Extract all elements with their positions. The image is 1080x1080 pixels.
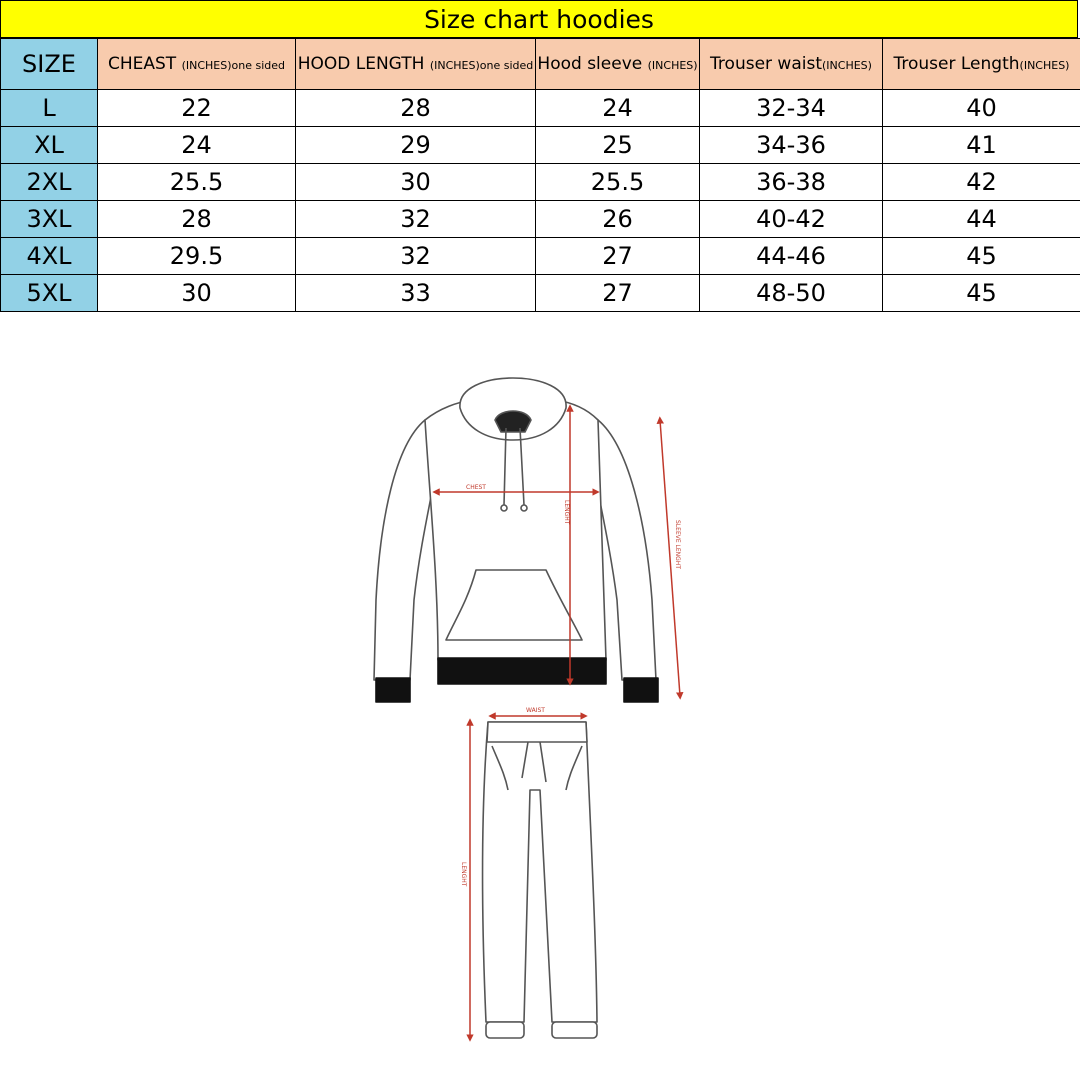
trouser-length-cell: 40 — [883, 90, 1080, 127]
size-cell: XL — [1, 127, 98, 164]
hoodie-neck-opening — [495, 411, 531, 432]
trouser-waist-cell: 34-36 — [700, 127, 883, 164]
trousers-body — [483, 722, 598, 1022]
chest-cell: 29.5 — [98, 238, 296, 275]
trouser-waist-cell: 36-38 — [700, 164, 883, 201]
trouser-length-cell: 41 — [883, 127, 1080, 164]
header-hood-sleeve: Hood sleeve (INCHES) — [536, 39, 700, 90]
size-cell: 3XL — [1, 201, 98, 238]
trouser-waist-cell: 48-50 — [700, 275, 883, 312]
trousers-illustration — [483, 722, 598, 1038]
hood-length-cell: 28 — [296, 90, 536, 127]
hood-sleeve-cell: 26 — [536, 201, 700, 238]
hood-sleeve-cell: 25 — [536, 127, 700, 164]
table-row — [1, 164, 1080, 201]
header-hood-length: HOOD LENGTH (INCHES)one sided — [296, 39, 536, 90]
hoodie-waistband — [438, 658, 606, 684]
trouser-length-cell: 44 — [883, 201, 1080, 238]
size-cell: 4XL — [1, 238, 98, 275]
hood-sleeve-cell: 27 — [536, 238, 700, 275]
hood-length-cell: 33 — [296, 275, 536, 312]
header-size: SIZE — [1, 39, 98, 90]
waist-label: WAIST — [526, 707, 545, 714]
hoodie-illustration — [374, 378, 658, 702]
trouser-length-cell: 42 — [883, 164, 1080, 201]
table-row — [1, 90, 1080, 127]
trouser-length-cell: 45 — [883, 275, 1080, 312]
chest-cell: 22 — [98, 90, 296, 127]
table-header-row — [1, 39, 1080, 90]
header-chest: CHEAST (INCHES)one sided — [98, 39, 296, 90]
hood-sleeve-cell: 27 — [536, 275, 700, 312]
measurement-diagram — [355, 372, 695, 1062]
table-row — [1, 238, 1080, 275]
hoodie-length-label: LENGHT — [563, 500, 570, 525]
header-trouser-waist: Trouser waist(INCHES) — [700, 39, 883, 90]
trouser-waist-cell: 40-42 — [700, 201, 883, 238]
hood-length-cell: 29 — [296, 127, 536, 164]
trousers-right-cuff — [552, 1022, 597, 1038]
chest-cell: 25.5 — [98, 164, 296, 201]
hood-length-cell: 30 — [296, 164, 536, 201]
hood-length-cell: 32 — [296, 238, 536, 275]
chest-label: CHEST — [466, 484, 486, 491]
sleeve-length-label: SLEEVE LENGHT — [674, 520, 681, 569]
chart-title: Size chart hoodies — [0, 0, 1078, 38]
trousers-waistband — [487, 722, 587, 742]
size-cell: 2XL — [1, 164, 98, 201]
chest-cell: 24 — [98, 127, 296, 164]
hoodie-left-cuff — [376, 678, 410, 702]
hood-sleeve-cell: 24 — [536, 90, 700, 127]
size-cell: 5XL — [1, 275, 98, 312]
size-table — [0, 38, 1080, 312]
trouser-waist-cell: 32-34 — [700, 90, 883, 127]
table-row — [1, 275, 1080, 312]
hood-length-cell: 32 — [296, 201, 536, 238]
size-cell: L — [1, 90, 98, 127]
trouser-waist-cell: 44-46 — [700, 238, 883, 275]
header-trouser-length: Trouser Length(INCHES) — [883, 39, 1080, 90]
trousers-left-cuff — [486, 1022, 524, 1038]
table-row — [1, 127, 1080, 164]
chest-cell: 30 — [98, 275, 296, 312]
hoodie-right-cuff — [624, 678, 658, 702]
trouser-length-cell: 45 — [883, 238, 1080, 275]
table-row — [1, 201, 1080, 238]
trouser-length-label: LENGHT — [460, 862, 467, 887]
chest-cell: 28 — [98, 201, 296, 238]
hood-sleeve-cell: 25.5 — [536, 164, 700, 201]
